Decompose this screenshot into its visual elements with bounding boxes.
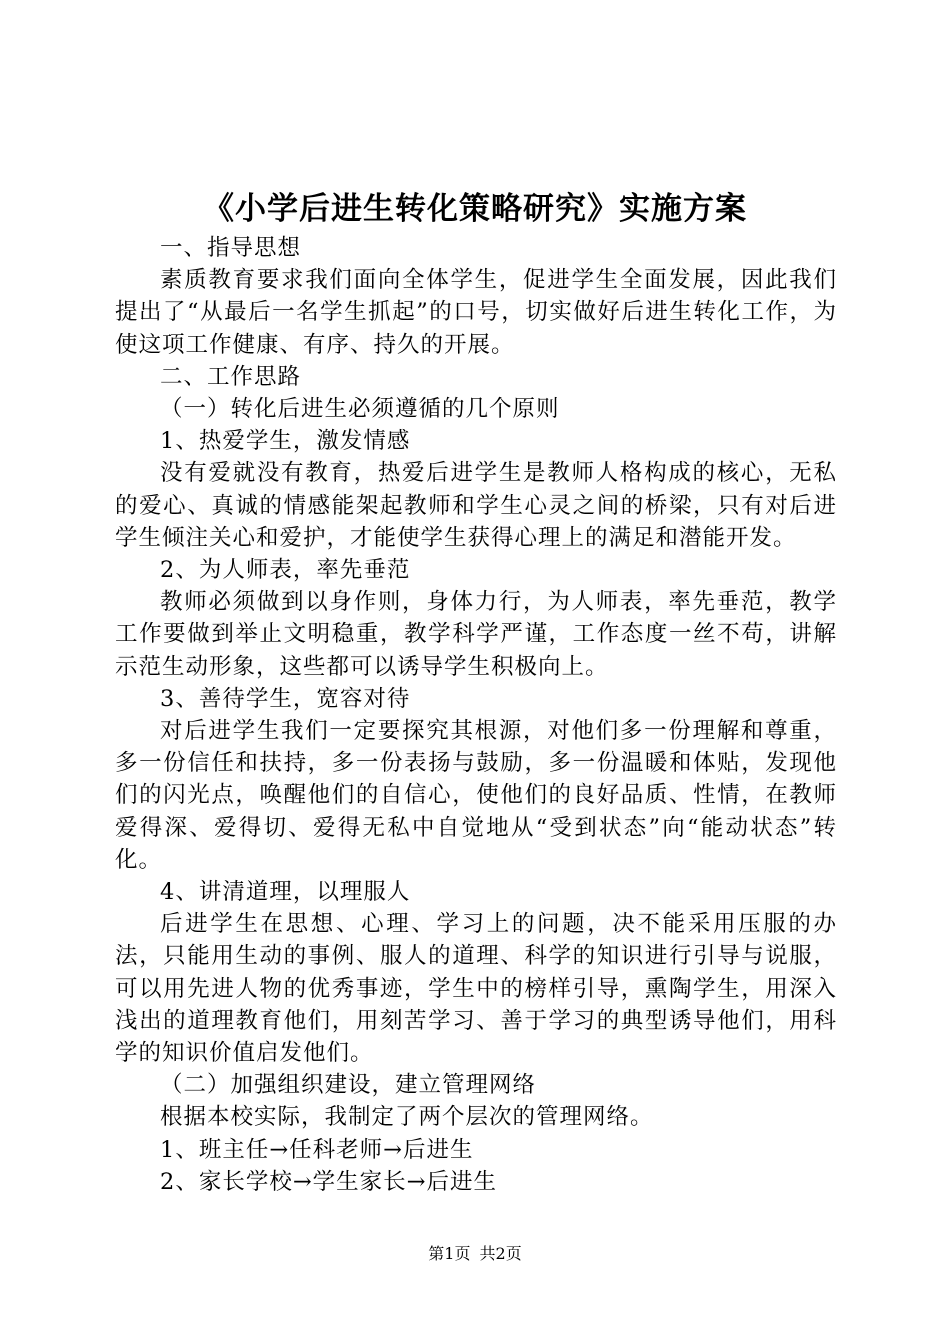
principle-4-text: 后进学生在思想、心理、学习上的问题，决不能采用压服的办法，只能用生动的事例、服人的道理、科学的知识进行引导与说服，可以用先进人物的优秀事迹，学生中的榜样引导，熏陶学生，用深入浅出的道理教育他们，用刻苦学习、善于学习的典型诱导他们，用科学的知识价值启发他们。: [115, 911, 837, 1067]
principle-1-text: 没有爱就没有教育，热爱后进学生是教师人格构成的核心，无私的爱心、真诚的情感能架起教师和学生心灵之间的桥梁，只有对后进学生倾注关心和爱护，才能使学生获得心理上的满足和潜能开发。: [115, 460, 837, 551]
paragraph-management-network: 根据本校实际，我制定了两个层次的管理网络。: [160, 1104, 654, 1131]
network-item-1: 1、班主任→任科老师→后进生: [160, 1136, 474, 1163]
section-heading-work-approach: 二、工作思路: [160, 363, 302, 390]
subsection-heading-organization: （二）加强组织建设，建立管理网络: [160, 1072, 537, 1099]
subsection-heading-principles: （一）转化后进生必须遵循的几个原则: [160, 396, 560, 423]
document-body: [115, 232, 837, 1198]
principle-4-heading: 4、讲清道理，以理服人: [160, 879, 411, 906]
principle-2-text: 教师必须做到以身作则，身体力行，为人师表，率先垂范，教学工作要做到举止文明稳重，教学科学严谨，工作态度一丝不苟，讲解示范生动形象，这些都可以诱导学生积极向上。: [115, 589, 837, 680]
principle-2-heading: 2、为人师表，率先垂范: [160, 557, 411, 584]
section-heading-guiding-ideology: 一、指导思想: [160, 235, 302, 261]
principle-3-heading: 3、善待学生，宽容对待: [160, 685, 411, 712]
paragraph-guiding-ideology: 素质教育要求我们面向全体学生，促进学生全面发展，因此我们提出了“从最后一名学生抓起”的口号，切实做好后进生转化工作，为使这项工作健康、有序、持久的开展。: [115, 267, 837, 358]
document-title: 《小学后进生转化策略研究》实施方案: [203, 191, 747, 227]
page-footer: [0, 1243, 950, 1265]
network-item-2: 2、家长学校→学生家长→后进生: [160, 1168, 498, 1195]
principle-1-heading: 1、热爱学生，激发情感: [160, 428, 411, 455]
page-number: 第1页: [428, 1244, 471, 1263]
principle-3-text: 对后进学生我们一定要探究其根源，对他们多一份理解和尊重，多一份信任和扶持，多一份表扬与鼓励，多一份温暖和体贴，发现他们的闪光点，唤醒他们的自信心，使他们的良好品质、性情，在教师爱得深、爱得切、爱得无私中自觉地从“受到状态”向“能动状态”转化。: [115, 718, 837, 873]
page-total: 共2页: [479, 1244, 522, 1263]
